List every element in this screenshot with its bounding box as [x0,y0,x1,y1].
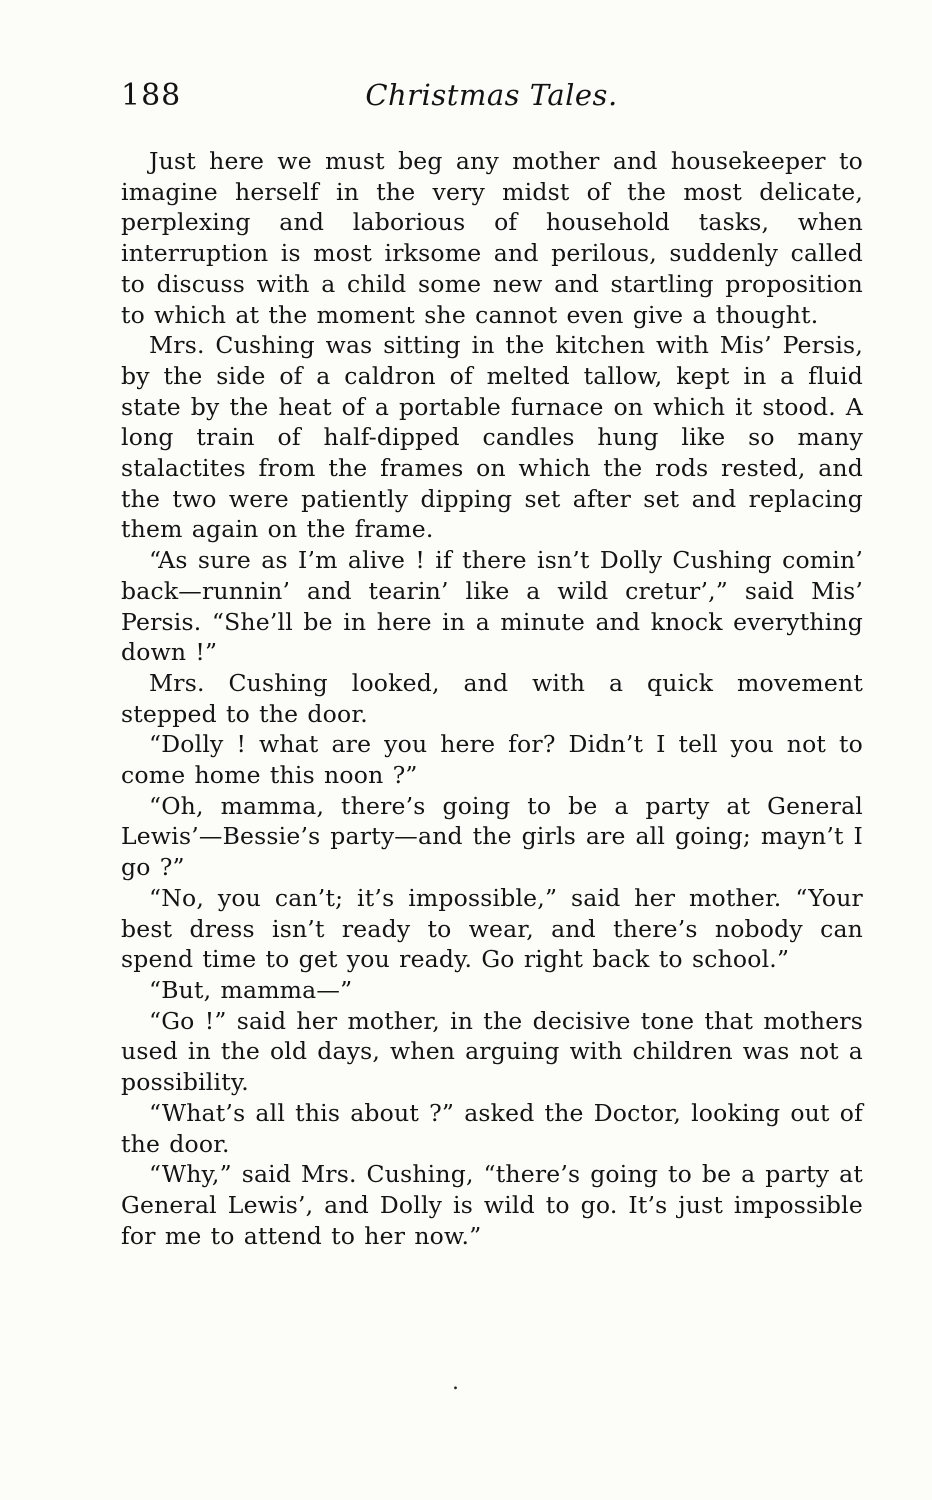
paragraph-6: “Oh, mamma, there’s going to be a party at General Lewis’—Bessie’s party—and the girls are all going; mayn’t I go ?” [121,791,863,882]
paragraph-8: “But, mamma—” [149,975,353,1004]
paragraph-11: “Why,” said Mrs. Cushing, “there’s going to be a party at General Lewis’, and Dolly is wild to go. It’s just impossible for me to attend to her now.” [121,1160,863,1250]
paragraph-4: Mrs. Cushing looked, and with a quick movement stepped to the door. [121,668,863,728]
paragraph-10: “What’s all this about ?” asked the Doctor, looking out of the door. [121,1098,863,1158]
paragraph-3: “As sure as I’m alive ! if there isn’t Dolly Cushing comin’ back—runnin’ and tearin’ like a wild cretur’,” said Mis’ Persis. “She’ll be in here in a minute and knock everything down !” [121,546,863,667]
page-body-text [121,146,863,1251]
running-title: Christmas Tales. [365,78,618,112]
paragraph-1: Just here we must beg any mother and housekeeper to imagine herself in the very midst of the most delicate, perplexing and laborious of household tasks, when interruption is most irksome and perilous, suddenly called to discuss with a child some new and startling proposition to which at the moment she cannot even give a thought. [121,147,863,329]
paragraph-2: Mrs. Cushing was sitting in the kitchen with Mis’ Persis, by the side of a caldron of melted tallow, kept in a fluid state by the heat of a portable furnace on which it stood. A long train of half-dipped candles hung like so many stalactites from the frames on which the rods rested, and the two were patiently dipping set after set and replacing them again on the frame. [121,331,863,544]
running-head [121,78,862,116]
paragraph-9: “Go !” said her mother, in the decisive tone that mothers used in the old days, when arguing with children was not a possibility. [121,1006,863,1097]
paragraph-7: “No, you can’t; it’s impossible,” said her mother. “Your best dress isn’t ready to wear, and there’s nobody can spend time to get you ready. Go right back to school.” [121,883,863,974]
stray-ink-mark: . [452,1370,459,1395]
paragraph-5: “Dolly ! what are you here for? Didn’t I tell you not to come home this noon ?” [121,730,863,790]
page-number: 188 [121,78,182,113]
